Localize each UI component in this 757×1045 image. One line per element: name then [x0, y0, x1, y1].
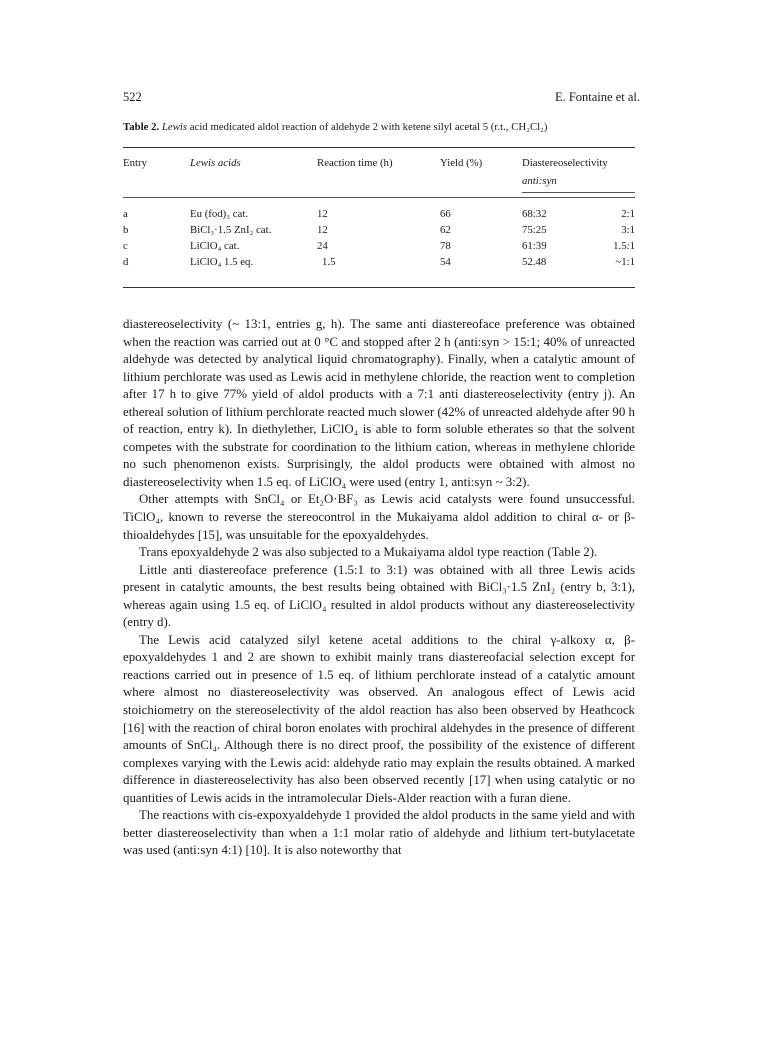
paragraph: Little anti diastereoface preference (1.5:1 to 3:1) was obtained with all three Lewis acids present in catalytic amounts, the best results being obtained with BiCl₃·1.5 ZnI₂ (entry b, 3:1), whereas again using 1.5 eq. of LiClO₄ resulted in aldol products without any diastereoselectivity (entry d).	[123, 562, 635, 630]
row-simple-ratio: 2:1	[621, 208, 635, 220]
col-header-lewis: Lewis acids	[190, 157, 241, 169]
row-ratio: 52.48	[522, 256, 547, 268]
table-caption-text: acid medicated aldol reaction of aldehyde 2 with ketene silyl acetal 5 (r.t., CH₂Cl₂)	[187, 121, 548, 133]
page-number: 522	[123, 90, 142, 104]
paragraph: The reactions with cis-expoxyaldehyde 1 provided the aldol products in the same yield and with better diastereoselectivity than when a 1:1 molar ratio of aldehyde and lithium tert-butylacetate was used (anti:syn 4:1) [10]. It is also noteworthy that	[123, 808, 635, 858]
row-entry: a	[123, 208, 128, 220]
paragraph: The Lewis acid catalyzed silyl ketene acetal additions to the chiral γ-alkoxy α, β-epoxyaldehydes 1 and 2 are shown to exhibit mainly trans diastereofacial selection except for reactions carried out in presence of 1.5 eq. of lithium perchlorate instead of a catalytic amount where almost no diastereoselectivity was observed. An analogous effect of Lewis acid stoichiometry on the stereoselectivity of the aldol reaction has also been observed by Heathcock [16] with the reaction of chiral boron enolates with prochiral aldehydes in the presence of different amounts of SnCl₄. Although there is no direct proof, the possibility of the existence of different complexes varying with the Lewis acid: aldehyde ratio may explain the results obtained. A marked difference in diastereoselectivity has also been observed recently [17] when using catalytic or no quantities of Lewis acids in the intramolecular Diels-Alder reaction with a furan diene.	[123, 632, 635, 805]
row-entry: b	[123, 224, 129, 236]
row-acid: LiClO₄ cat.	[190, 240, 240, 252]
row-ratio: 61:39	[522, 240, 547, 252]
col-header-entry: Entry	[123, 157, 147, 169]
row-simple-ratio: 1.5:1	[613, 240, 635, 252]
diast-sub-rule	[522, 192, 635, 193]
row-time: 1.5	[322, 256, 336, 268]
row-entry: d	[123, 256, 129, 268]
paragraph: Trans epoxyaldehyde 2 was also subjected to a Mukaiyama aldol type reaction (Table 2).	[139, 545, 598, 560]
col-header-yield: Yield (%)	[440, 157, 483, 169]
row-time: 24	[317, 240, 328, 252]
table-top-rule	[123, 147, 635, 148]
row-acid: Eu (fod)₃ cat.	[190, 208, 249, 220]
col-header-time: Reaction time (h)	[317, 157, 393, 169]
row-acid: LiClO₄ 1.5 eq.	[190, 256, 254, 268]
table-header-rule	[123, 197, 635, 198]
row-time: 12	[317, 208, 328, 220]
row-time: 12	[317, 224, 328, 236]
body-text	[123, 316, 635, 860]
row-yield: 54	[440, 256, 451, 268]
row-entry: c	[123, 240, 128, 252]
row-acid: BiCl₃·1.5 ZnI₂ cat.	[190, 224, 272, 236]
col-header-diast-sub: anti:syn	[522, 175, 557, 187]
paragraph: diastereoselectivity (~ 13:1, entries g, h). The same anti diastereoface preference was obtained when the reaction was carried out at 0 °C and stopped after 2 h (anti:syn > 15:1; 40% of unreacted aldehyde was detected by analytical liquid chromatography). Finally, when a catalytic amount of lithium perchlorate was used as Lewis acid in methylene chloride, the reaction went to completion after 17 h to give 77% yield of aldol products with a 7:1 anti diastereoselectivity (entry j). An ethereal solution of lithium perchlorate reacted much slower (42% of unreacted aldehyde after 90 h of reaction, entry k). In diethylether, LiClO₄ is able to form soluble etherates so that the solvent competes with the substrate for coordination to the lithium cation, whereas in methylene chloride no such phenomenon exists. Surprisingly, the aldol products were obtained with almost no diastereoselectivity when 1.5 eq. of LiClO₄ were used (entry 1, anti:syn ~ 3:2).	[123, 317, 635, 489]
col-header-diast: Diastereoselectivity	[522, 157, 608, 169]
table-caption-label: Table 2.	[123, 121, 160, 133]
table-caption	[123, 121, 643, 133]
row-yield: 66	[440, 208, 451, 220]
running-author: E. Fontaine et al.	[554, 90, 640, 104]
row-ratio: 68:32	[522, 208, 547, 220]
paragraph: Other attempts with SnCl₄ or Et₂O·BF₃ as Lewis acid catalysts were found unsuccessful. TiClO₄, known to reverse the stereocontrol in the Mukaiyama aldol addition to chiral α- or β-thioaldehydes [15], was unsuitable for the epoxyaldehydes.	[123, 492, 635, 542]
row-yield: 78	[440, 240, 451, 252]
row-yield: 62	[440, 224, 451, 236]
row-simple-ratio: ~1:1	[615, 256, 635, 268]
row-simple-ratio: 3:1	[621, 224, 635, 236]
table-bottom-rule	[123, 287, 635, 288]
row-ratio: 75:25	[522, 224, 547, 236]
table-caption-italic: Lewis	[161, 121, 188, 133]
